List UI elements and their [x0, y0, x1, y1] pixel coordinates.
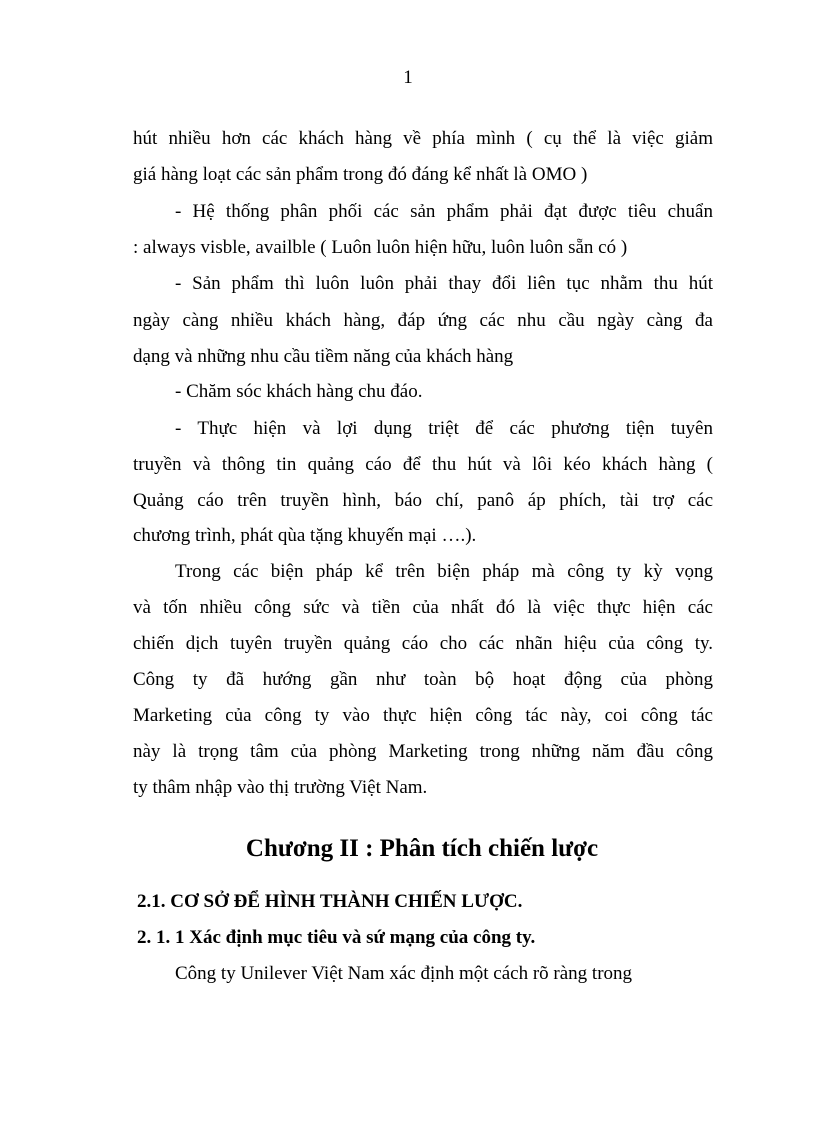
paragraph-2-line-2: và tốn nhiều công sức và tiền của nhất đó là việc thực hiện các: [133, 597, 713, 618]
paragraph-2-line-6: này là trọng tâm của phòng Marketing trong những năm đầu công: [133, 741, 713, 762]
bullet-3-line-1: - Chăm sóc khách hàng chu đáo.: [175, 381, 423, 402]
bullet-2-line-2: ngày càng nhiều khách hàng, đáp ứng các nhu cầu ngày càng đa: [133, 310, 713, 331]
chapter-title: Chương II : Phân tích chiến lược: [245, 835, 599, 862]
bullet-1-line-2: : always visble, availble ( Luôn luôn hiện hữu, luôn luôn sẵn có ): [133, 237, 628, 258]
page-number: 1: [403, 67, 413, 88]
paragraph-1-line-1: hút nhiều hơn các khách hàng về phía mình ( cụ thể là việc giảm: [133, 128, 713, 149]
bullet-2-line-1: - Sản phẩm thì luôn luôn phải thay đổi liên tục nhằm thu hút: [175, 273, 713, 294]
paragraph-2-line-1: Trong các biện pháp kể trên biện pháp mà công ty kỳ vọng: [175, 561, 713, 582]
bullet-4-line-1: - Thực hiện và lợi dụng triệt để các phương tiện tuyên: [175, 418, 713, 439]
paragraph-2-line-5: Marketing của công ty vào thực hiện công tác này, coi công tác: [133, 705, 713, 726]
paragraph-2-line-3: chiến dịch tuyên truyền quảng cáo cho các nhãn hiệu của công ty.: [133, 633, 713, 654]
bullet-1-line-1: - Hệ thống phân phối các sản phẩm phải đạt được tiêu chuẩn: [175, 201, 713, 222]
bullet-4-line-4: chương trình, phát qùa tặng khuyến mại ….).: [133, 525, 477, 546]
subsection-heading: 2. 1. 1 Xác định mục tiêu và sứ mạng của công ty.: [137, 927, 536, 948]
bullet-4-line-2: truyền và thông tin quảng cáo để thu hút và lôi kéo khách hàng (: [133, 454, 713, 475]
paragraph-2-line-7: ty thâm nhập vào thị trường Việt Nam.: [133, 777, 428, 798]
paragraph-1-line-2: giá hàng loạt các sản phẩm trong đó đáng kể nhất là OMO ): [133, 164, 588, 185]
section-heading: 2.1. CƠ SỞ ĐỂ HÌNH THÀNH CHIẾN LƯỢC.: [137, 891, 523, 912]
bullet-2-line-3: dạng và những nhu cầu tiềm năng của khách hàng: [133, 346, 514, 367]
paragraph-2-line-4: Công ty đã hướng gần như toàn bộ hoạt động của phòng: [133, 669, 713, 690]
bullet-4-line-3: Quảng cáo trên truyền hình, báo chí, panô áp phích, tài trợ các: [133, 490, 713, 511]
paragraph-3-line-1: Công ty Unilever Việt Nam xác định một cách rõ ràng trong: [175, 963, 633, 984]
